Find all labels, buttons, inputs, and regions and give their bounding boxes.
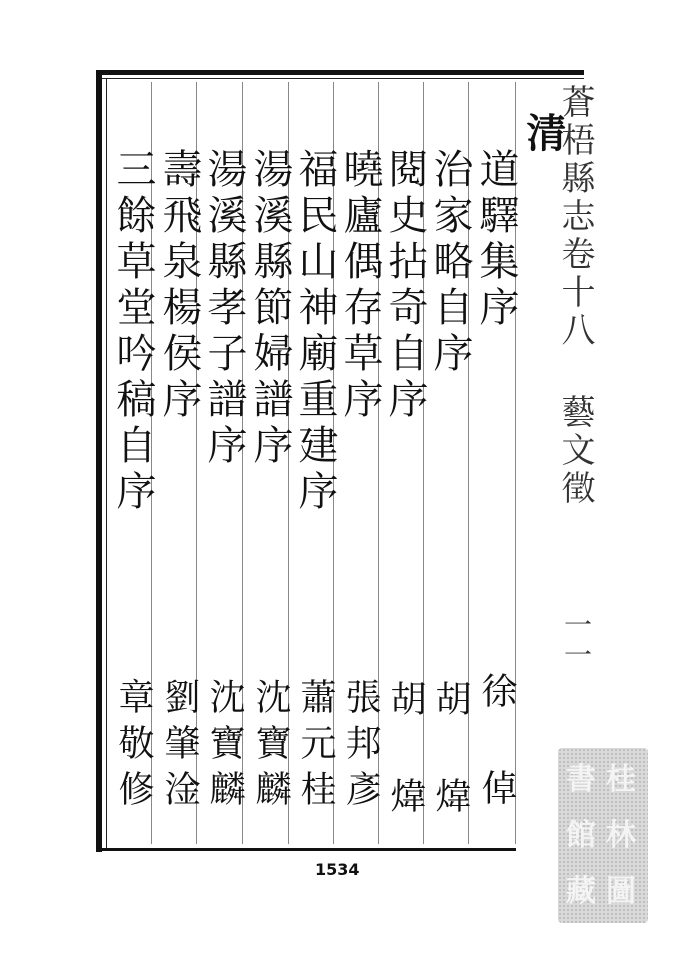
entry-title: 閱史拈奇自序 xyxy=(382,148,428,424)
entry-title: 曉廬偶存草序 xyxy=(337,148,383,424)
entry-author: 胡 煒 xyxy=(430,680,471,823)
entry-title: 湯溪縣孝子譜序 xyxy=(201,148,247,470)
seal-glyph: 圖 xyxy=(606,874,636,909)
entry-author: 劉肇淦 xyxy=(159,678,200,816)
entry-author: 章敬修 xyxy=(113,678,154,816)
seal-glyph: 桂 xyxy=(606,762,636,797)
folio-mark: 一一 xyxy=(560,610,593,670)
entry-author: 沈寶麟 xyxy=(250,678,291,816)
entry-author: 張邦彥 xyxy=(340,678,381,816)
frame-left-border xyxy=(96,70,102,852)
seal-glyph: 藏 xyxy=(566,874,596,909)
entry-title: 福民山神廟重建序 xyxy=(292,148,338,516)
running-header: 蒼梧縣志卷十八 藝文徵 xyxy=(555,84,595,508)
entry-author: 沈寶麟 xyxy=(204,678,245,816)
entry-title: 道驛集序 xyxy=(473,148,519,332)
entry-title: 壽飛泉楊侯序 xyxy=(156,148,202,424)
entry-author: 徐 倬 xyxy=(476,672,517,815)
frame-top-border xyxy=(96,70,584,75)
frame-left-inner-border xyxy=(106,78,107,848)
dynasty-heading: 清 xyxy=(520,112,567,158)
frame-top-inner-border xyxy=(96,78,584,79)
entry-author: 胡 煒 xyxy=(385,680,426,823)
frame-bottom-border xyxy=(96,848,516,851)
library-seal xyxy=(558,748,648,923)
page-number: 1534 xyxy=(315,860,360,879)
seal-glyph: 館 xyxy=(566,818,596,853)
seal-glyph: 書 xyxy=(566,762,596,797)
entry-title: 三餘草堂吟稿自序 xyxy=(110,148,156,516)
entry-title: 治家略自序 xyxy=(427,148,473,378)
entry-title: 湯溪縣節婦譜序 xyxy=(247,148,293,470)
seal-glyph: 林 xyxy=(606,818,636,853)
entry-author: 蕭元桂 xyxy=(295,678,336,816)
